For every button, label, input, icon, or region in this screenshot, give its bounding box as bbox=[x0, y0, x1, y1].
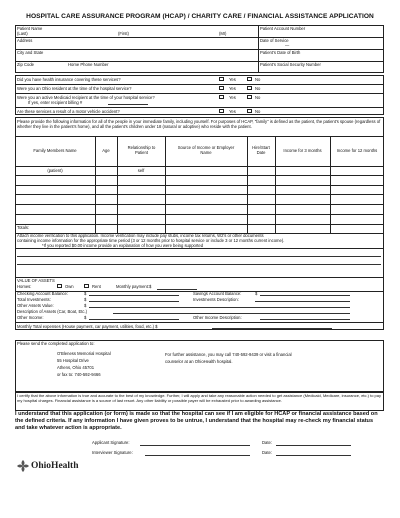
applicant-date-label: Date: bbox=[262, 440, 273, 445]
col-age: Age bbox=[102, 148, 110, 153]
leaf-logo-icon bbox=[16, 459, 30, 473]
rent-label: Rent bbox=[92, 284, 101, 289]
motor-no-checkbox[interactable] bbox=[247, 109, 252, 113]
medicaid-billing-label: If yes, enter recipient billing # bbox=[28, 99, 83, 105]
investments-input[interactable] bbox=[89, 301, 179, 302]
send-address-line1: O'Bleness Memorial Hospital bbox=[57, 351, 111, 356]
checking-label: Checking Account Balance: bbox=[17, 290, 68, 296]
insurance-yes-checkbox[interactable] bbox=[219, 77, 224, 81]
insurance-no-checkbox[interactable] bbox=[247, 77, 252, 81]
send-heading: Please send the completed application to: bbox=[17, 341, 95, 346]
send-address-line3: Athens, Ohio 45701 bbox=[57, 365, 95, 370]
ohio-no-label: No bbox=[255, 86, 261, 91]
savings-dollar: $ bbox=[255, 290, 258, 296]
monthly-payment-input[interactable] bbox=[157, 289, 197, 290]
address-field[interactable]: Address bbox=[17, 37, 33, 43]
assistance-line1: For further assistance, you may call 740-592-9439 or visit a financial bbox=[165, 352, 292, 357]
table-row-patient-relationship[interactable]: self bbox=[137, 168, 145, 173]
zero-income-explanation-input-2[interactable] bbox=[17, 264, 381, 265]
investments-desc-input[interactable] bbox=[255, 301, 350, 302]
other-assets-label: Other Assets Value: bbox=[17, 302, 54, 308]
ssn-field[interactable]: Patient's Social Security Number bbox=[260, 62, 321, 67]
investments-label: Total Investments: bbox=[17, 296, 51, 302]
col-income-source: Source of Income or Employer Name bbox=[177, 145, 235, 156]
medicaid-no-checkbox[interactable] bbox=[247, 95, 252, 99]
date-of-service-field[interactable]: Date of Service bbox=[260, 37, 289, 43]
totals-label: Totals: bbox=[17, 225, 30, 230]
income-verification-line1: Attach income verification to this application. Income verification may include pay stubs, income tax returns, W2's or other documents bbox=[17, 233, 264, 238]
other-income-desc-label: Other Income Description: bbox=[193, 314, 242, 320]
medicaid-no-label: No bbox=[255, 95, 261, 100]
col-family-members-name: Family Members Name bbox=[33, 148, 77, 153]
col-relationship: Relationship to Patient bbox=[127, 145, 156, 156]
rent-checkbox[interactable] bbox=[84, 284, 89, 288]
applicant-signature-input[interactable] bbox=[140, 445, 250, 446]
homes-label: Homes: bbox=[17, 284, 32, 289]
motor-yes-label: Yes bbox=[229, 109, 236, 114]
middle-initial-field[interactable]: (MI) bbox=[219, 30, 227, 36]
col-income-3-months: Income for 3 months bbox=[283, 148, 322, 153]
medicaid-yes-checkbox[interactable] bbox=[219, 95, 224, 99]
other-income-desc-input[interactable] bbox=[260, 319, 350, 320]
account-number-field[interactable]: Patient Account Number bbox=[260, 25, 306, 31]
motor-no-label: No bbox=[255, 109, 261, 114]
monthly-expenses-label: Monthly Total expenses (House payment, car payment, utilities, food, etc.) $ bbox=[17, 323, 158, 329]
zero-income-explanation-input[interactable] bbox=[17, 256, 381, 257]
household-table bbox=[15, 136, 384, 233]
send-fax: or fax to: 740-592-9466 bbox=[57, 372, 101, 377]
other-income-label: Other Income: bbox=[17, 314, 44, 320]
applicant-date-input[interactable] bbox=[276, 445, 351, 446]
interviewer-date-input[interactable] bbox=[276, 455, 351, 456]
interviewer-date-label: Date: bbox=[262, 450, 273, 455]
assets-desc-label: Description of Assets (Car, Boat, Etc.) bbox=[17, 308, 88, 314]
patient-name-label: Patient Name bbox=[17, 25, 43, 31]
home-phone-field[interactable]: Home Phone Number bbox=[68, 62, 109, 67]
understand-statement: I understand that this application (or form) is made so that the hospital can see if I am eligible for HCAP or financial assistance based on the defined criteria. If any information I have given proves to be untrue, I understand that the hospital may re-check my financial status and take whatever action is appropriate. bbox=[15, 411, 378, 431]
applicant-signature-label: Applicant Signature: bbox=[92, 440, 130, 445]
question-ohio-resident: Were you an Ohio resident at the time of the hospital service? bbox=[17, 86, 132, 91]
interviewer-signature-label: Interviewer Signature: bbox=[92, 450, 133, 455]
other-assets-input[interactable] bbox=[89, 307, 350, 308]
zero-income-note: *If you reported $0.00 income provide an explanation of how you were being supported bbox=[42, 243, 204, 248]
checking-dollar: $ bbox=[84, 290, 87, 296]
other-assets-dollar: $ bbox=[84, 302, 87, 308]
household-intro: Please provide the following information for all of the people in your immediate family, including yourself. For purposes of HCAP, "family" is defined as the patient, the patient's spouse (regardless of whether they live in the patient's home), and all the patient's children under 18 (natural or adoptive) who reside with the patient. bbox=[17, 118, 381, 129]
ohio-no-checkbox[interactable] bbox=[247, 86, 252, 90]
assets-heading: VALUE OF ASSETS bbox=[17, 278, 55, 283]
own-label: Own bbox=[65, 284, 74, 289]
ohio-yes-label: Yes bbox=[229, 86, 236, 91]
medicaid-billing-input[interactable] bbox=[108, 104, 148, 105]
insurance-yes-label: Yes bbox=[229, 77, 236, 82]
col-hire-start-date: Hire/Start Date bbox=[252, 145, 270, 156]
col-income-12-months: Income for 12 months bbox=[336, 148, 378, 153]
last-name-field[interactable]: (Last) bbox=[17, 30, 28, 36]
other-income-input[interactable] bbox=[89, 319, 179, 320]
ohiohealth-logo bbox=[16, 459, 96, 473]
savings-input[interactable] bbox=[260, 295, 350, 296]
interviewer-signature-input[interactable] bbox=[145, 455, 250, 456]
savings-label: Savings Account Balance: bbox=[193, 290, 242, 296]
medicaid-yes-label: Yes bbox=[229, 95, 236, 100]
date-of-birth-field[interactable]: Patient's Date of Birth bbox=[260, 49, 301, 55]
date-of-service-separator: — bbox=[285, 42, 290, 48]
send-address-line2: 55 Hospital Drive bbox=[57, 358, 89, 363]
table-row-patient-name[interactable]: (patient) bbox=[47, 168, 63, 173]
page-title: HOSPITAL CARE ASSURANCE PROGRAM (HCAP) / CHARITY CARE / FINANCIAL ASSISTANCE APPLICATION bbox=[26, 13, 374, 20]
income-verification-line2: containing income information for the appropriate time period (3 or 12 months prior to hospital service or include 3 or 12 months current income). bbox=[17, 238, 285, 243]
logo-wordmark: OhioHealth bbox=[31, 461, 79, 471]
investments-dollar: $ bbox=[84, 296, 87, 302]
certify-text: I certify that the above information is true and accurate to the best of my knowledge. Further, I will apply and take any reasonable action needed to get assistance (Medicaid, Medicare, insurance, etc.) to pay my hospital charges. Financial assistance is a source of last resort. Any other liability or possible payer will be exhausted prior to awarding assistance. bbox=[17, 392, 381, 403]
assistance-line2: counselor at an OhioHealth hospital. bbox=[165, 359, 233, 364]
question-motor-vehicle: Are these services a result of a motor vehicle accident? bbox=[17, 109, 120, 114]
city-state-field[interactable]: City and State bbox=[17, 49, 44, 55]
other-income-dollar: $ bbox=[84, 314, 87, 320]
zip-code-field[interactable]: Zip Code bbox=[17, 62, 34, 67]
investments-desc-label: Investments Description: bbox=[193, 296, 239, 302]
ohio-yes-checkbox[interactable] bbox=[219, 86, 224, 90]
question-insurance: Did you have health insurance covering these services? bbox=[17, 77, 121, 82]
question-medicaid: Were you an active Medicaid recipient at the time of your hospital service? bbox=[17, 94, 155, 100]
checking-input[interactable] bbox=[89, 295, 179, 296]
motor-yes-checkbox[interactable] bbox=[219, 109, 224, 113]
insurance-no-label: No bbox=[255, 77, 261, 82]
first-name-field[interactable]: (First) bbox=[118, 30, 129, 36]
monthly-payment-label: Monthly payment:$ bbox=[116, 284, 152, 289]
own-checkbox[interactable] bbox=[57, 284, 62, 288]
monthly-expenses-input[interactable] bbox=[212, 328, 332, 329]
